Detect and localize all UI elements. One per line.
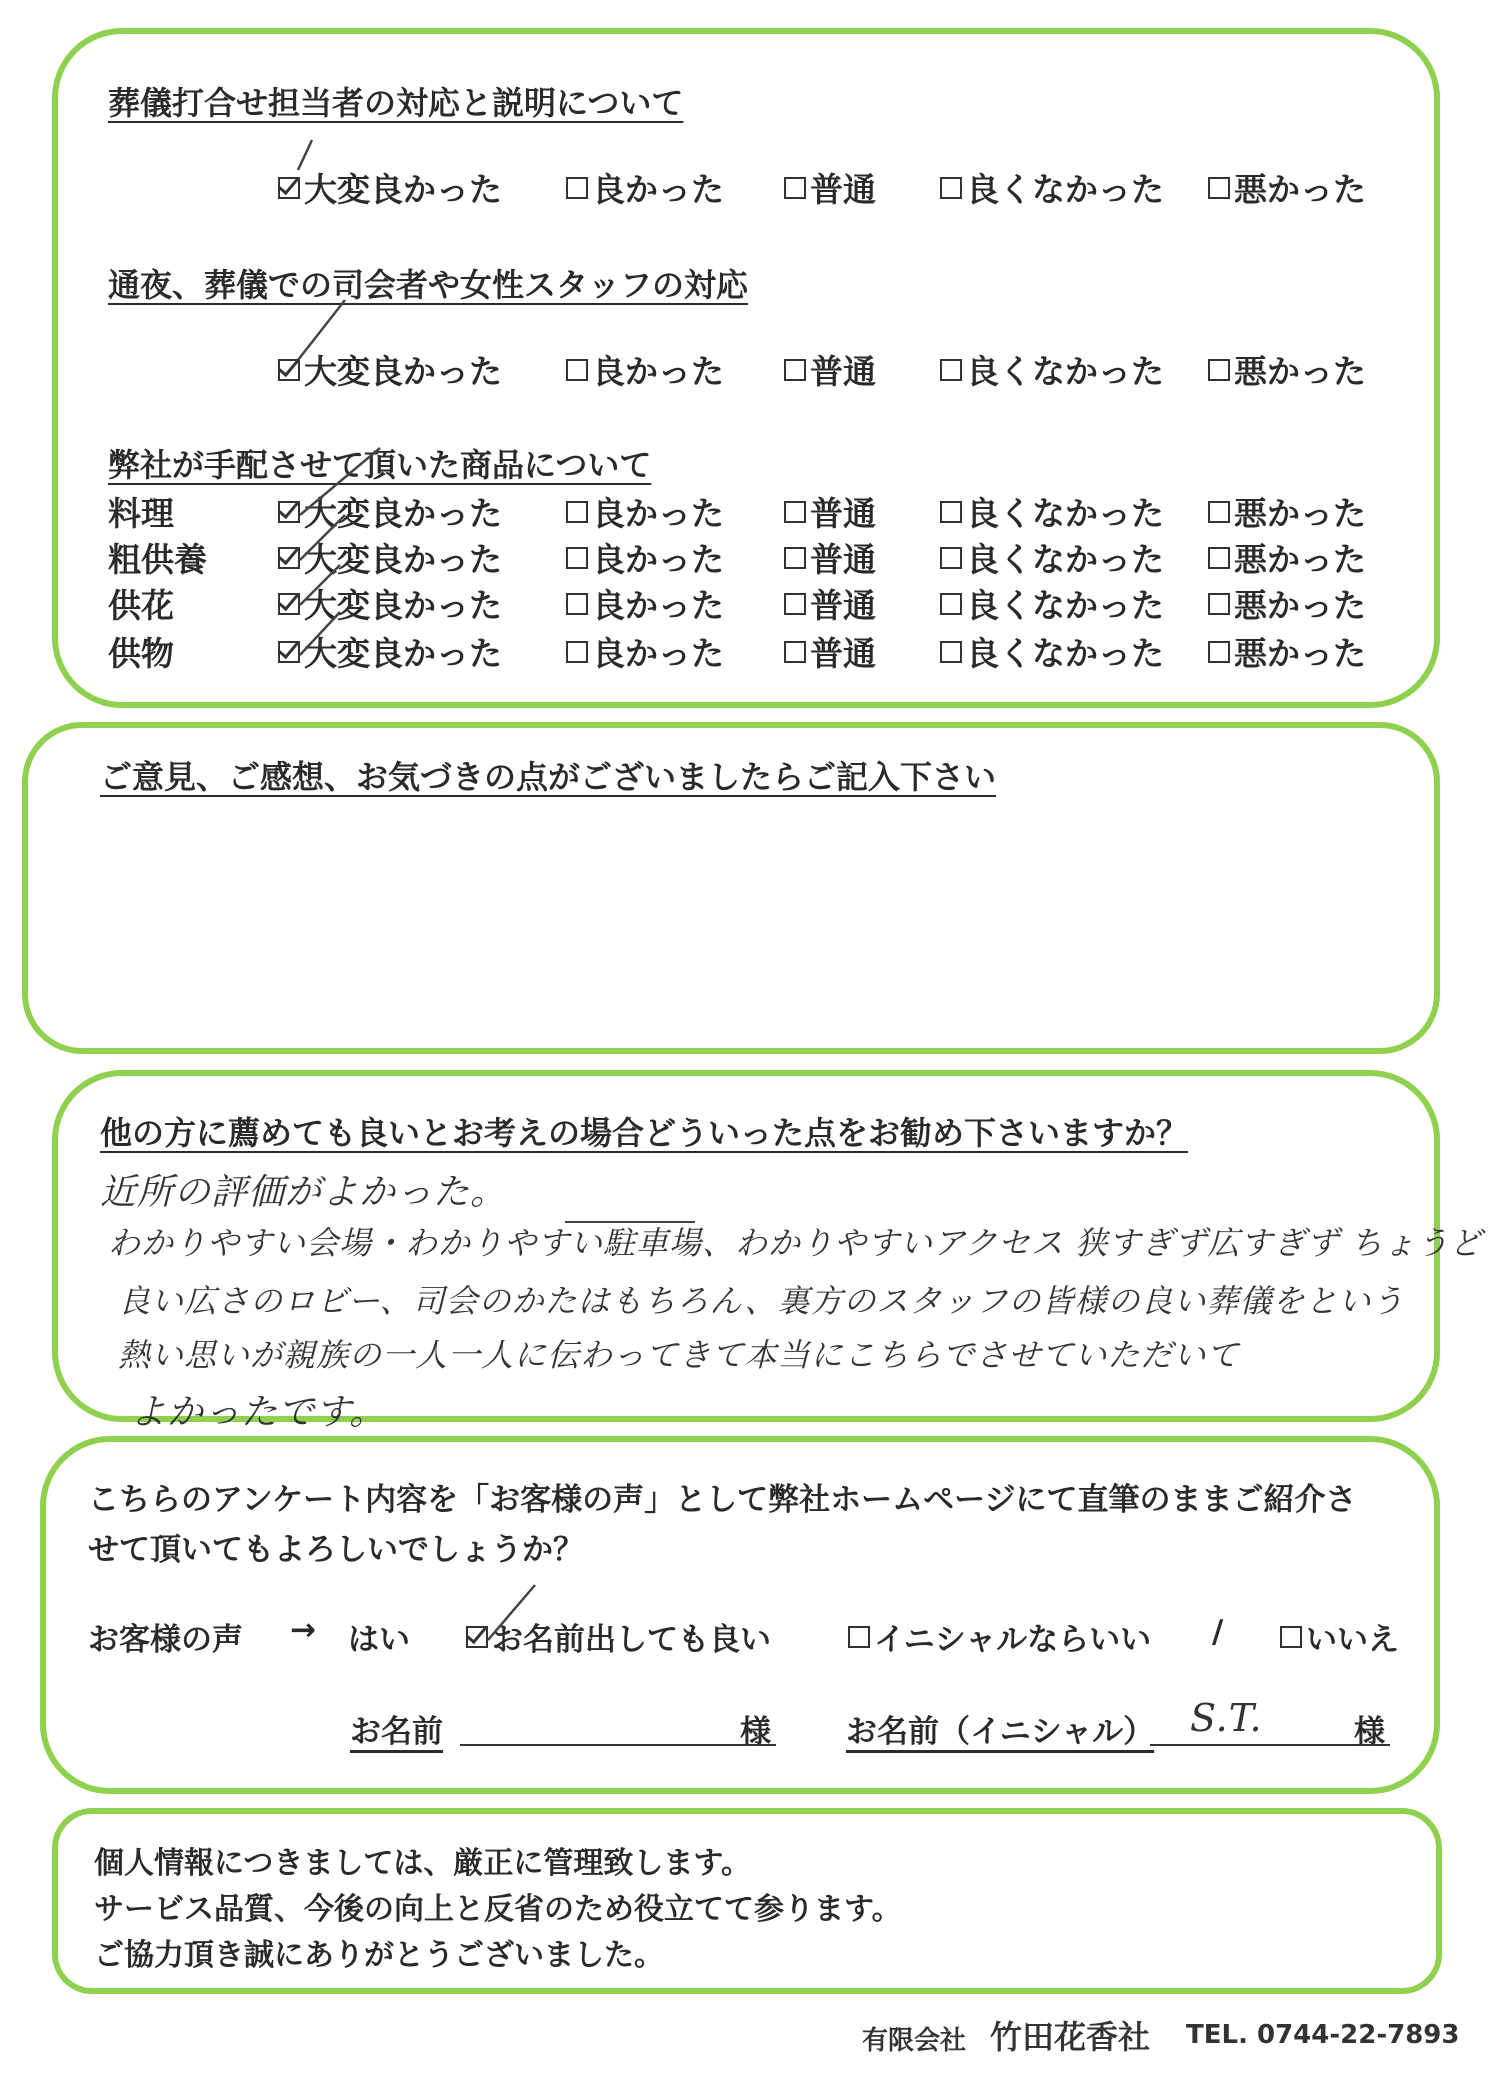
handwritten-line-4: 熱い思いが親族の一人一人に伝わってきて本当にこちらでさせていただいて (118, 1336, 1240, 1374)
rating-option-label: 悪かった (1234, 352, 1366, 391)
arrow-icon: → (290, 1612, 316, 1648)
separator: / (1212, 1614, 1224, 1650)
company-name: 竹田花香社 (990, 2018, 1151, 2056)
handwritten-line-3: 良い広さのロビー、司会のかたはもちろん、裏方のスタッフの皆様の良い葬儀をという (118, 1282, 1405, 1320)
option-name-ok-label: お名前出しても良い (492, 1622, 771, 1658)
pen-tick (298, 140, 312, 170)
company-type: 有限会社 (862, 2026, 967, 2056)
rating-option-label: 普通 (810, 170, 876, 209)
rating-option-label: 悪かった (1234, 540, 1366, 579)
initial-sama: 様 (1354, 1714, 1385, 1750)
rating-option-label: 悪かった (1234, 494, 1366, 533)
rating-option-label: 良くなかった (966, 540, 1164, 579)
handwritten-line-5: よかったです。 (130, 1392, 387, 1433)
rating-option-label: 良くなかった (966, 634, 1164, 673)
pen-tick (298, 300, 345, 360)
q3-title: 弊社が手配させて頂いた商品について (108, 446, 652, 484)
rating-option-label: 良かった (592, 170, 724, 209)
rating-option-label: 大変良かった (304, 170, 502, 209)
pen-tick (300, 612, 340, 655)
rating-option-label: 普通 (810, 634, 876, 673)
voice-label: お客様の声 (88, 1622, 243, 1658)
pen-tick (300, 565, 340, 605)
recommend-title: 他の方に薦めても良いとお考えの場合どういった点をお勧め下さいますか？ (100, 1114, 1189, 1152)
rating-option-label: 普通 (810, 586, 876, 625)
rating-option-label: 大変良かった (304, 540, 502, 579)
rating-option-label: 良かった (592, 352, 724, 391)
rating-option-label: 大変良かった (304, 634, 502, 673)
rating-option-label: 良くなかった (966, 170, 1164, 209)
rating-option-label: 悪かった (1234, 634, 1366, 673)
privacy-line-3: ご協力頂き誠にありがとうございました。 (94, 1938, 664, 1973)
rating-row-label: 供花 (108, 586, 174, 625)
name-sama: 様 (740, 1714, 771, 1750)
pen-tick (300, 515, 345, 560)
rating-option-label: 良くなかった (966, 586, 1164, 625)
rating-option-label: 大変良かった (304, 494, 502, 533)
rating-option-label: 大変良かった (304, 352, 502, 391)
publish-question-line-2: せて頂いてもよろしいでしょうか？ (88, 1532, 584, 1568)
pen-tick (488, 1585, 535, 1640)
initial-value: S.T. (1190, 1696, 1263, 1740)
pen-tick (300, 448, 380, 515)
comments-title: ご意見、ご感想、お気づきの点がございましたらご記入下さい (100, 758, 997, 796)
rating-row-label: 粗供養 (108, 540, 207, 579)
rating-row-label: 供物 (108, 634, 174, 673)
rating-option-label: 良かった (592, 540, 724, 579)
rating-option-label: 悪かった (1234, 170, 1366, 209)
rating-option-label: 普通 (810, 494, 876, 533)
privacy-line-2: サービス品質、今後の向上と反省のため役立てて参ります。 (94, 1892, 902, 1927)
yes-label: はい (348, 1622, 410, 1658)
handwritten-line-1: 近所の評価がよかった。 (100, 1172, 508, 1213)
rating-option-label: 良くなかった (966, 352, 1164, 391)
q2-title: 通夜、葬儀での司会者や女性スタッフの対応 (108, 266, 749, 304)
rating-option-label: 良かった (592, 634, 724, 673)
option-no-label: いいえ (1306, 1622, 1399, 1658)
privacy-line-1: 個人情報につきましては、厳正に管理致します。 (94, 1846, 751, 1881)
rating-option-label: 良かった (592, 586, 724, 625)
publish-question-line-1: こちらのアンケート内容を「お客様の声」として弊社ホームページにて直筆のままご紹介さ (88, 1482, 1357, 1518)
rating-option-label: 普通 (810, 352, 876, 391)
rating-option-label: 良くなかった (966, 494, 1164, 533)
initial-label: お名前（イニシャル） (846, 1714, 1155, 1750)
rating-option-label: 普通 (810, 540, 876, 579)
q1-title: 葬儀打合せ担当者の対応と説明について (108, 84, 684, 122)
option-initial-ok-label: イニシャルならいい (874, 1622, 1152, 1658)
rating-option-label: 悪かった (1234, 586, 1366, 625)
rating-option-label: 良かった (592, 494, 724, 533)
name-label: お名前 (350, 1714, 443, 1750)
rating-row-label: 料理 (108, 494, 174, 533)
handwritten-line-2: わかりやすい会場・わかりやすい駐車場、わかりやすいアクセス 狭すぎず広すぎず ちょうど (108, 1224, 1483, 1262)
rating-option-label: 大変良かった (304, 586, 502, 625)
company-tel: TEL. 0744-22-7893 (1186, 2020, 1460, 2050)
